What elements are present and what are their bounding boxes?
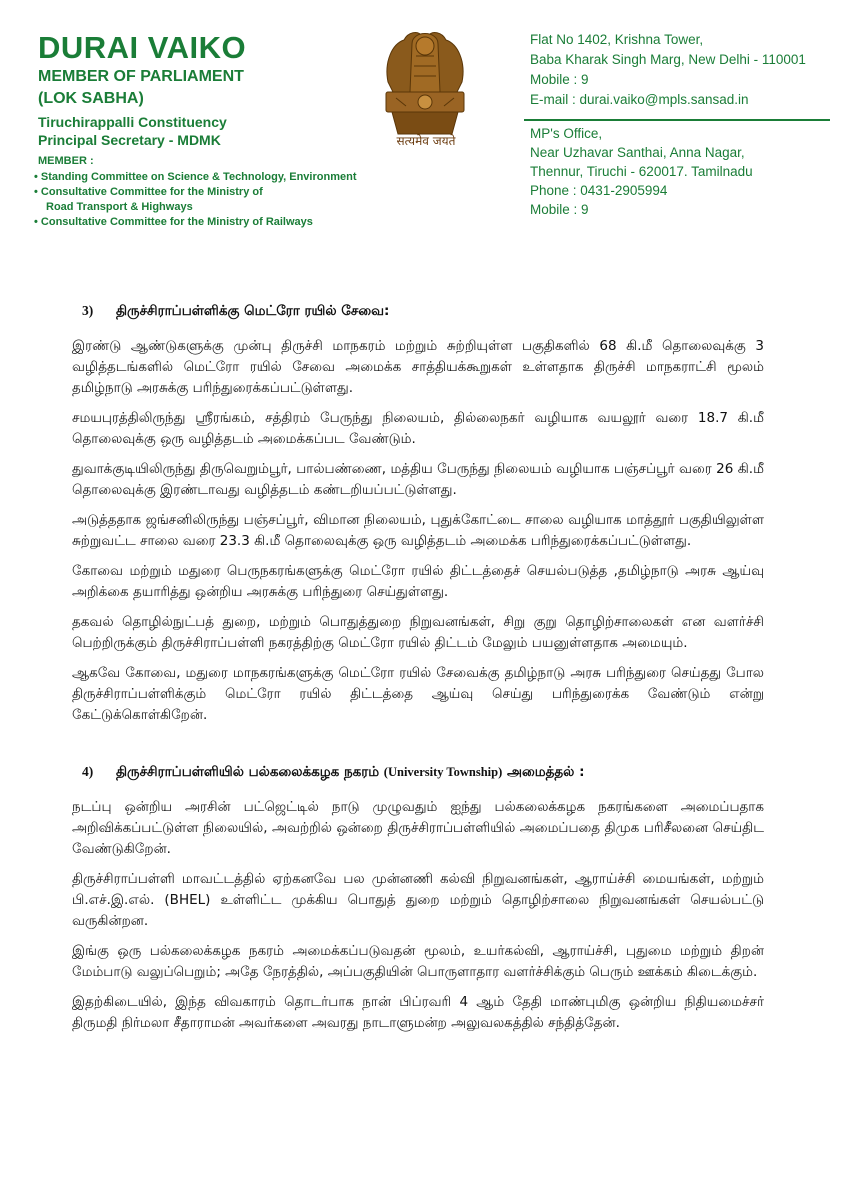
section-title: திருச்சிராப்பள்ளிக்கு மெட்ரோ ரயில் சேவை: xyxy=(116,303,390,319)
section-number: 3) xyxy=(82,303,94,318)
section-title-english: (University Township) xyxy=(383,765,503,779)
delhi-address-line: Flat No 1402, Krishna Tower, xyxy=(530,32,704,47)
paragraph: கோவை மற்றும் மதுரை பெருநகரங்களுக்கு மெட்ரோ ரயில் திட்டத்தைச் செயல்படுத்த ,தமிழ்நாடு அரசு ஆய்வு அறிக்கை தயாரித்து ஒன்றிய அரசுக்கு பரிந்துரை செய்துள்ளது. xyxy=(72,563,764,600)
paragraph: நடப்பு ஒன்றிய அரசின் பட்ஜெட்டில் நாடு முழுவதும் ஐந்து பல்கலைக்கழக நகரங்களை அமைப்பதாக அறிவிக்கப்பட்டுள்ள நிலையில், அவற்றில் ஒன்றை திருச்சிராப்பள்ளியில் அமைப்பதை திமுக பரிசீலனை செய்திட வேண்டுகிறேன். xyxy=(72,799,764,857)
section-title-end: அமைத்தல் : xyxy=(506,764,585,780)
paragraph: துவாக்குடியிலிருந்து திருவெறும்பூர், பால்பண்ணை, மத்திய பேருந்து நிலையம் வழியாக பஞ்சப்பூர் வரை 26 கி.மீ தொலைவுக்கு இரண்டாவது வழித்தடம் கண்டறியப்பட்டுள்ளது. xyxy=(72,461,764,498)
trichy-address-line: MP's Office, xyxy=(530,126,603,141)
trichy-mobile: Mobile : 9 xyxy=(530,202,589,217)
section-number: 4) xyxy=(82,764,94,779)
delhi-mobile: Mobile : 9 xyxy=(530,72,589,87)
paragraph: இங்கு ஒரு பல்கலைக்கழக நகரம் அமைக்கப்படுவதன் மூலம், உயர்கல்வி, ஆராய்ச்சி, புதுமை மற்றும் திறன் மேம்பாடு வலுப்பெறும்; அதே நேரத்தில், அப்பகுதியின் பொருளாதார வளர்ச்சிக்கும் பெரும் ஊக்கம் கிடைக்கும். xyxy=(72,943,764,980)
party-role: Principal Secretary - MDMK xyxy=(38,132,221,148)
member-label: MEMBER : xyxy=(38,155,94,167)
paragraph: தகவல் தொழில்நுட்பத் துறை, மற்றும் பொதுத்துறை நிறுவனங்கள், சிறு குறு தொழிற்சாலைகள் என வளர்ச்சி பெற்றிருக்கும் திருச்சிராப்பள்ளி நகரத்திற்கு மெட்ரோ ரயில் திட்டம் மேலும் பயனுள்ளதாக அமையும். xyxy=(72,614,764,651)
delhi-address-line: Baba Kharak Singh Marg, New Delhi - 110001 xyxy=(530,52,806,67)
section-4-heading xyxy=(72,761,764,783)
paragraph: சமயபுரத்திலிருந்து ஸ்ரீரங்கம், சத்திரம் பேருந்து நிலையம், தில்லைநகர் வழியாக வயலூர் வரை 18.7 கி.மீ தொலைவுக்கு ஒரு வழித்தடம் அமைக்கப்பட வேண்டும். xyxy=(72,410,764,447)
committee-list xyxy=(34,170,356,230)
email: E-mail : durai.vaiko@mpls.sansad.in xyxy=(530,92,749,107)
address-divider xyxy=(524,119,830,121)
letter-body xyxy=(72,300,764,1043)
trichy-phone: Phone : 0431-2905994 xyxy=(530,183,668,198)
emblem-motto: सत्यमेव जयते xyxy=(396,134,456,148)
section-3-heading xyxy=(72,300,764,322)
paragraph: அடுத்ததாக ஜங்சனிலிருந்து பஞ்சப்பூர், விமான நிலையம், புதுக்கோட்டை சாலை வழியாக மாத்தூர் பகுதியிலுள்ள சுற்றுவட்ட சாலை வரை 23.3 கி.மீ தொலைவுக்கு ஒரு வழித்தடம் அமைக்க பரிந்துரைக்கப்பட்டுள்ளது. xyxy=(72,512,764,549)
section-title: திருச்சிராப்பள்ளியில் பல்கலைக்கழக நகரம் xyxy=(116,764,380,780)
paragraph: ஆகவே கோவை, மதுரை மாநகரங்களுக்கு மெட்ரோ ரயில் சேவைக்கு தமிழ்நாடு அரசு பரிந்துரை செய்தது போல திருச்சிராப்பள்ளிக்கும் மெட்ரோ ரயில் திட்டத்தை ஆய்வு செய்து பரிந்துரைக்க வேண்டும் என்று கேட்டுக்கொள்கிறேன். xyxy=(72,665,764,723)
mp-name: DURAI VAIKO xyxy=(38,30,247,65)
mp-house: (LOK SABHA) xyxy=(38,90,144,107)
paragraph: இரண்டு ஆண்டுகளுக்கு முன்பு திருச்சி மாநகரம் மற்றும் சுற்றியுள்ள பகுதிகளில் 68 கி.மீ தொலைவுக்கு 3 வழித்தடங்களில் மெட்ரோ ரயில் சேவை அமைக்க சாத்தியக்கூறுகள் உள்ளதாக திருச்சி மாநகராட்சி மூலம் தமிழ்நாடு அரசுக்கு பரிந்துரைக்கப்பட்டுள்ளது. xyxy=(72,338,764,396)
paragraph: திருச்சிராப்பள்ளி மாவட்டத்தில் ஏற்கனவே பல முன்னணி கல்வி நிறுவனங்கள், ஆராய்ச்சி மையங்கள், மற்றும் பி.எச்.இ.எல். (BHEL) உள்ளிட்ட முக்கிய பொதுத் துறை மற்றும் தொழிற்சாலை நிறுவனங்கள் செயல்பட்டு வருகின்றன. xyxy=(72,871,764,929)
trichy-address-line: Near Uzhavar Santhai, Anna Nagar, xyxy=(530,145,745,160)
committee-item: • Consultative Committee for the Ministry of Railways xyxy=(34,216,313,228)
committee-item: • Standing Committee on Science & Technology, Environment xyxy=(34,171,357,183)
mp-title: MEMBER OF PARLIAMENT xyxy=(38,68,244,85)
committee-item: Road Transport & Highways xyxy=(46,201,193,213)
committee-item: • Consultative Committee for the Ministry of xyxy=(34,186,263,198)
constituency: Tiruchirappalli Constituency xyxy=(38,114,227,130)
paragraph: இதற்கிடையில், இந்த விவகாரம் தொடர்பாக நான் பிப்ரவரி 4 ஆம் தேதி மாண்புமிகு ஒன்றிய நிதியமைச்சர் திருமதி நிர்மலா சீதாராமன் அவர்களை அவரது நாடாளுமன்ற அலுவலகத்தில் சந்தித்தேன். xyxy=(72,994,764,1031)
trichy-address-line: Thennur, Tiruchi - 620017. Tamilnadu xyxy=(530,164,753,179)
